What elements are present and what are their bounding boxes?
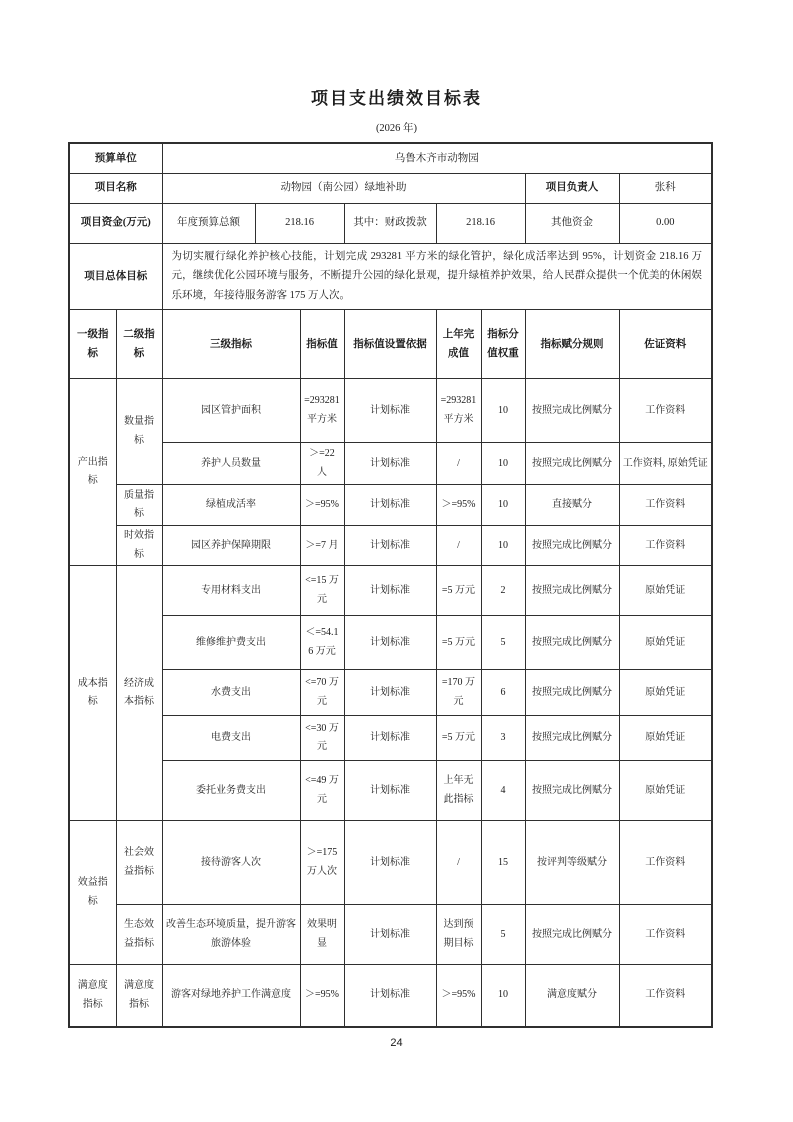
indicator-row (69, 566, 712, 616)
weight-cell: 6 (481, 670, 525, 716)
level1-cost-cell: 成本指标 (69, 566, 116, 821)
target-value-cell: ＞=22 人 (300, 443, 344, 485)
weight-cell: 5 (481, 905, 525, 965)
target-value-cell: ＞=95% (300, 965, 344, 1027)
header-target-value: 指标值 (300, 310, 344, 379)
level2-economic-cost-cell: 经济成本指标 (116, 566, 162, 821)
indicator-row (69, 443, 712, 485)
evidence-cell: 原始凭证 (619, 716, 712, 761)
level2-quantity-cell: 数量指标 (116, 379, 162, 485)
target-value-cell: ＞=95% (300, 485, 344, 526)
indicator-row (69, 616, 712, 670)
header-level2: 二级指标 (116, 310, 162, 379)
evidence-cell: 工作资料 (619, 905, 712, 965)
other-fund-value: 0.00 (619, 203, 712, 243)
rule-cell: 按照完成比例赋分 (525, 526, 619, 566)
level2-quality-cell: 质量指标 (116, 485, 162, 526)
rule-cell: 按照完成比例赋分 (525, 443, 619, 485)
indicator-row (69, 716, 712, 761)
l3-indicator-cell: 改善生态环境质量，提升游客旅游体验 (162, 905, 300, 965)
l3-indicator-cell: 维修维护费支出 (162, 616, 300, 670)
fiscal-alloc-value: 218.16 (436, 203, 525, 243)
annual-budget-value: 218.16 (255, 203, 344, 243)
indicator-row (69, 905, 712, 965)
weight-cell: 5 (481, 616, 525, 670)
indicator-row (69, 821, 712, 905)
rule-cell: 按照完成比例赋分 (525, 761, 619, 821)
l3-indicator-cell: 专用材料支出 (162, 566, 300, 616)
basis-cell: 计划标准 (344, 821, 436, 905)
weight-cell: 2 (481, 566, 525, 616)
header-basis: 指标值设置依据 (344, 310, 436, 379)
l3-indicator-cell: 游客对绿地养护工作满意度 (162, 965, 300, 1027)
target-value-cell: ＞=175 万人次 (300, 821, 344, 905)
rule-cell: 直接赋分 (525, 485, 619, 526)
basis-cell: 计划标准 (344, 761, 436, 821)
l3-indicator-cell: 委托业务费支出 (162, 761, 300, 821)
prev-year-cell: ＞=95% (436, 485, 481, 526)
prev-year-cell: / (436, 821, 481, 905)
prev-year-cell: =5 万元 (436, 566, 481, 616)
fiscal-alloc-label: 其中：财政拨款 (344, 203, 436, 243)
prev-year-cell: 达到预期目标 (436, 905, 481, 965)
level1-satisfaction-cell: 满意度指标 (69, 965, 116, 1027)
budget-unit-value: 乌鲁木齐市动物园 (162, 143, 712, 173)
level1-benefit-cell: 效益指标 (69, 821, 116, 965)
project-leader-value: 张科 (619, 173, 712, 203)
evidence-cell: 原始凭证 (619, 670, 712, 716)
basis-cell: 计划标准 (344, 616, 436, 670)
basis-cell: 计划标准 (344, 526, 436, 566)
rule-cell: 按照完成比例赋分 (525, 905, 619, 965)
project-name-value: 动物园（南公园）绿地补助 (162, 173, 525, 203)
overall-goal-label: 项目总体目标 (69, 243, 162, 310)
indicator-row (69, 379, 712, 443)
basis-cell: 计划标准 (344, 670, 436, 716)
basis-cell: 计划标准 (344, 443, 436, 485)
weight-cell: 3 (481, 716, 525, 761)
l3-indicator-cell: 园区养护保障期限 (162, 526, 300, 566)
basis-cell: 计划标准 (344, 905, 436, 965)
basis-cell: 计划标准 (344, 566, 436, 616)
header-weight: 指标分值权重 (481, 310, 525, 379)
rule-cell: 按照完成比例赋分 (525, 716, 619, 761)
evidence-cell: 工作资料 (619, 379, 712, 443)
overall-goal-text: 为切实履行绿化养护核心技能，计划完成 293281 平方米的绿化管护，绿化成活率达到 95%，计划资金 218.16 万元，继续优化公园环境与服务，不断提升公园的绿化景观，提升绿植养护效果，给人民群众提供一个优美的休闲娱乐环境，年接待服务游客 175 万人次。 (162, 243, 712, 310)
weight-cell: 10 (481, 485, 525, 526)
target-value-cell: 效果明显 (300, 905, 344, 965)
evidence-cell: 工作资料 (619, 485, 712, 526)
budget-unit-label: 预算单位 (69, 143, 162, 173)
evidence-cell: 原始凭证 (619, 566, 712, 616)
target-value-cell: ＜=54.16 万元 (300, 616, 344, 670)
prev-year-cell: 上年无此指标 (436, 761, 481, 821)
basis-cell: 计划标准 (344, 485, 436, 526)
indicator-header-row (69, 310, 712, 379)
weight-cell: 15 (481, 821, 525, 905)
project-fund-label: 项目资金(万元) (69, 203, 162, 243)
target-value-cell: <=70 万元 (300, 670, 344, 716)
indicator-row (69, 485, 712, 526)
level2-timeliness-cell: 时效指标 (116, 526, 162, 566)
weight-cell: 4 (481, 761, 525, 821)
indicator-row (69, 670, 712, 716)
l3-indicator-cell: 接待游客人次 (162, 821, 300, 905)
weight-cell: 10 (481, 965, 525, 1027)
rule-cell: 按评判等级赋分 (525, 821, 619, 905)
indicator-row (69, 761, 712, 821)
prev-year-cell: ＞=95% (436, 965, 481, 1027)
rule-cell: 按照完成比例赋分 (525, 616, 619, 670)
performance-target-table (68, 142, 713, 1028)
l3-indicator-cell: 园区管护面积 (162, 379, 300, 443)
header-evidence: 佐证资料 (619, 310, 712, 379)
level2-eco-benefit-cell: 生态效益指标 (116, 905, 162, 965)
basis-cell: 计划标准 (344, 965, 436, 1027)
evidence-cell: 工作资料 (619, 526, 712, 566)
indicator-row (69, 965, 712, 1027)
weight-cell: 10 (481, 379, 525, 443)
level2-social-benefit-cell: 社会效益指标 (116, 821, 162, 905)
prev-year-cell: =5 万元 (436, 716, 481, 761)
other-fund-label: 其他资金 (525, 203, 619, 243)
prev-year-cell: / (436, 526, 481, 566)
header-level3: 三级指标 (162, 310, 300, 379)
l3-indicator-cell: 养护人员数量 (162, 443, 300, 485)
evidence-cell: 工作资料 (619, 821, 712, 905)
evidence-cell: 原始凭证 (619, 761, 712, 821)
l3-indicator-cell: 电费支出 (162, 716, 300, 761)
project-fund-row (69, 203, 712, 243)
target-value-cell: <=15 万元 (300, 566, 344, 616)
l3-indicator-cell: 绿植成活率 (162, 485, 300, 526)
basis-cell: 计划标准 (344, 379, 436, 443)
page-title: 项目支出绩效目标表 (311, 89, 482, 108)
level1-output-cell: 产出指标 (69, 379, 116, 566)
budget-unit-row (69, 143, 712, 173)
annual-budget-label: 年度预算总额 (162, 203, 255, 243)
evidence-cell: 原始凭证 (619, 616, 712, 670)
target-value-cell: ＞=7 月 (300, 526, 344, 566)
project-name-label: 项目名称 (69, 173, 162, 203)
overall-goal-row (69, 243, 712, 310)
rule-cell: 按照完成比例赋分 (525, 379, 619, 443)
basis-cell: 计划标准 (344, 716, 436, 761)
level2-satisfaction-cell: 满意度指标 (116, 965, 162, 1027)
weight-cell: 10 (481, 443, 525, 485)
evidence-cell: 工作资料 (619, 965, 712, 1027)
prev-year-cell: =293281 平方米 (436, 379, 481, 443)
l3-indicator-cell: 水费支出 (162, 670, 300, 716)
prev-year-cell: =5 万元 (436, 616, 481, 670)
page-number: 24 (390, 1036, 403, 1049)
target-value-cell: =293281 平方米 (300, 379, 344, 443)
project-name-row (69, 173, 712, 203)
project-leader-label: 项目负责人 (525, 173, 619, 203)
rule-cell: 按照完成比例赋分 (525, 566, 619, 616)
rule-cell: 满意度赋分 (525, 965, 619, 1027)
indicator-row (69, 526, 712, 566)
rule-cell: 按照完成比例赋分 (525, 670, 619, 716)
prev-year-cell: =170 万元 (436, 670, 481, 716)
subtitle-year: (2026 年) (375, 123, 418, 134)
target-value-cell: <=49 万元 (300, 761, 344, 821)
evidence-cell: 工作资料, 原始凭证 (619, 443, 712, 485)
weight-cell: 10 (481, 526, 525, 566)
header-scoring-rule: 指标赋分规则 (525, 310, 619, 379)
prev-year-cell: / (436, 443, 481, 485)
header-prev-year: 上年完成值 (436, 310, 481, 379)
target-value-cell: <=30 万元 (300, 716, 344, 761)
header-level1: 一级指标 (69, 310, 116, 379)
